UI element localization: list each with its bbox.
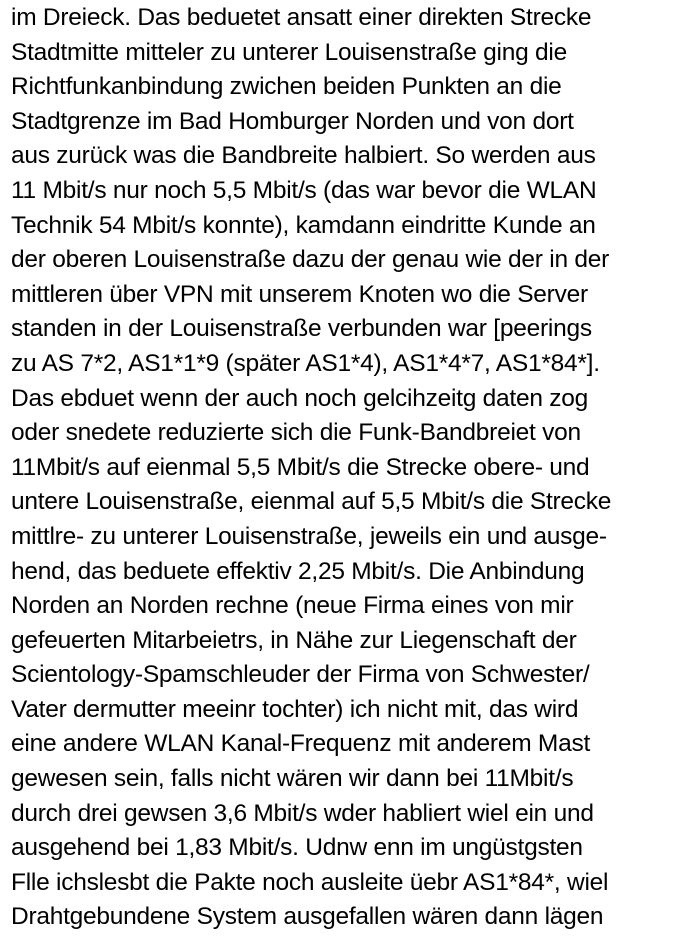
- body-text: [11, 1, 681, 935]
- text-line-6: 11 Mbit/s nur noch 5,5 Mbit/s (das war bevor die WLAN: [11, 176, 597, 204]
- text-line-20: Scientology-Spamschleuder der Firma von Schwester/: [11, 661, 590, 689]
- text-line-11: zu AS 7*2, AS1*1*9 (später AS1*4), AS1*4*7, AS1*84*].: [11, 349, 600, 377]
- text-line-12: Das ebduet wenn der auch noch gelcihzeitg daten zog: [11, 384, 589, 412]
- text-line-25: ausgehend bei 1,83 Mbit/s. Udnw enn im ungüstgsten: [11, 834, 583, 862]
- text-line-15: untere Louisenstraße, eienmal auf 5,5 Mbit/s die Strecke: [11, 488, 612, 516]
- text-line-1: im Dreieck. Das beduetet ansatt einer direkten Strecke: [11, 4, 592, 31]
- text-line-24: durch drei gewsen 3,6 Mbit/s wder habliert wiel ein und: [11, 799, 594, 827]
- text-line-10: standen in der Louisenstraße verbunden war [peerings: [11, 315, 592, 343]
- text-line-2: Stadtmitte mitteler zu unterer Louisenstraße ging die: [11, 38, 567, 66]
- text-line-17: hend, das beduete effektiv 2,25 Mbit/s. Die Anbindung: [11, 557, 585, 585]
- text-line-3: Richtfunkanbindung zwichen beiden Punkten an die: [11, 73, 562, 101]
- text-line-27: Drahtgebundene System ausgefallen wären dann lägen: [11, 903, 604, 931]
- text-line-14: 11Mbit/s auf eienmal 5,5 Mbit/s die Strecke obere- und: [11, 453, 590, 481]
- text-line-5: aus zurück was die Bandbreite halbiert. So werden aus: [11, 142, 596, 170]
- text-line-16: mittlre- zu unterer Louisenstraße, jeweils ein und ausge-: [11, 522, 607, 550]
- text-line-21: Vater dermutter meeinr tochter) ich nicht mit, das wird: [11, 695, 579, 723]
- text-line-23: gewesen sein, falls nicht wären wir dann bei 11Mbit/s: [11, 765, 574, 793]
- text-line-8: der oberen Louisenstraße dazu der genau wie der in der: [11, 246, 610, 274]
- text-line-13: oder snedete reduzierte sich die Funk-Bandbreiet von: [11, 419, 581, 447]
- text-line-9: mittleren über VPN mit unserem Knoten wo die Server: [11, 280, 588, 308]
- text-line-18: Norden an Norden rechne (neue Firma eines von mir: [11, 592, 574, 620]
- text-line-19: gefeuerten Mitarbeietrs, in Nähe zur Liegenschaft der: [11, 626, 577, 654]
- text-line-26: Flle ichslesbt die Pakte noch ausleite üebr AS1*84*, wiel: [11, 868, 609, 896]
- text-line-7: Technik 54 Mbit/s konnte), kamdann eindritte Kunde an: [11, 211, 596, 239]
- text-line-22: eine andere WLAN Kanal-Frequenz mit anderem Mast: [11, 730, 591, 758]
- text-line-4: Stadtgrenze im Bad Homburger Norden und von dort: [11, 107, 574, 135]
